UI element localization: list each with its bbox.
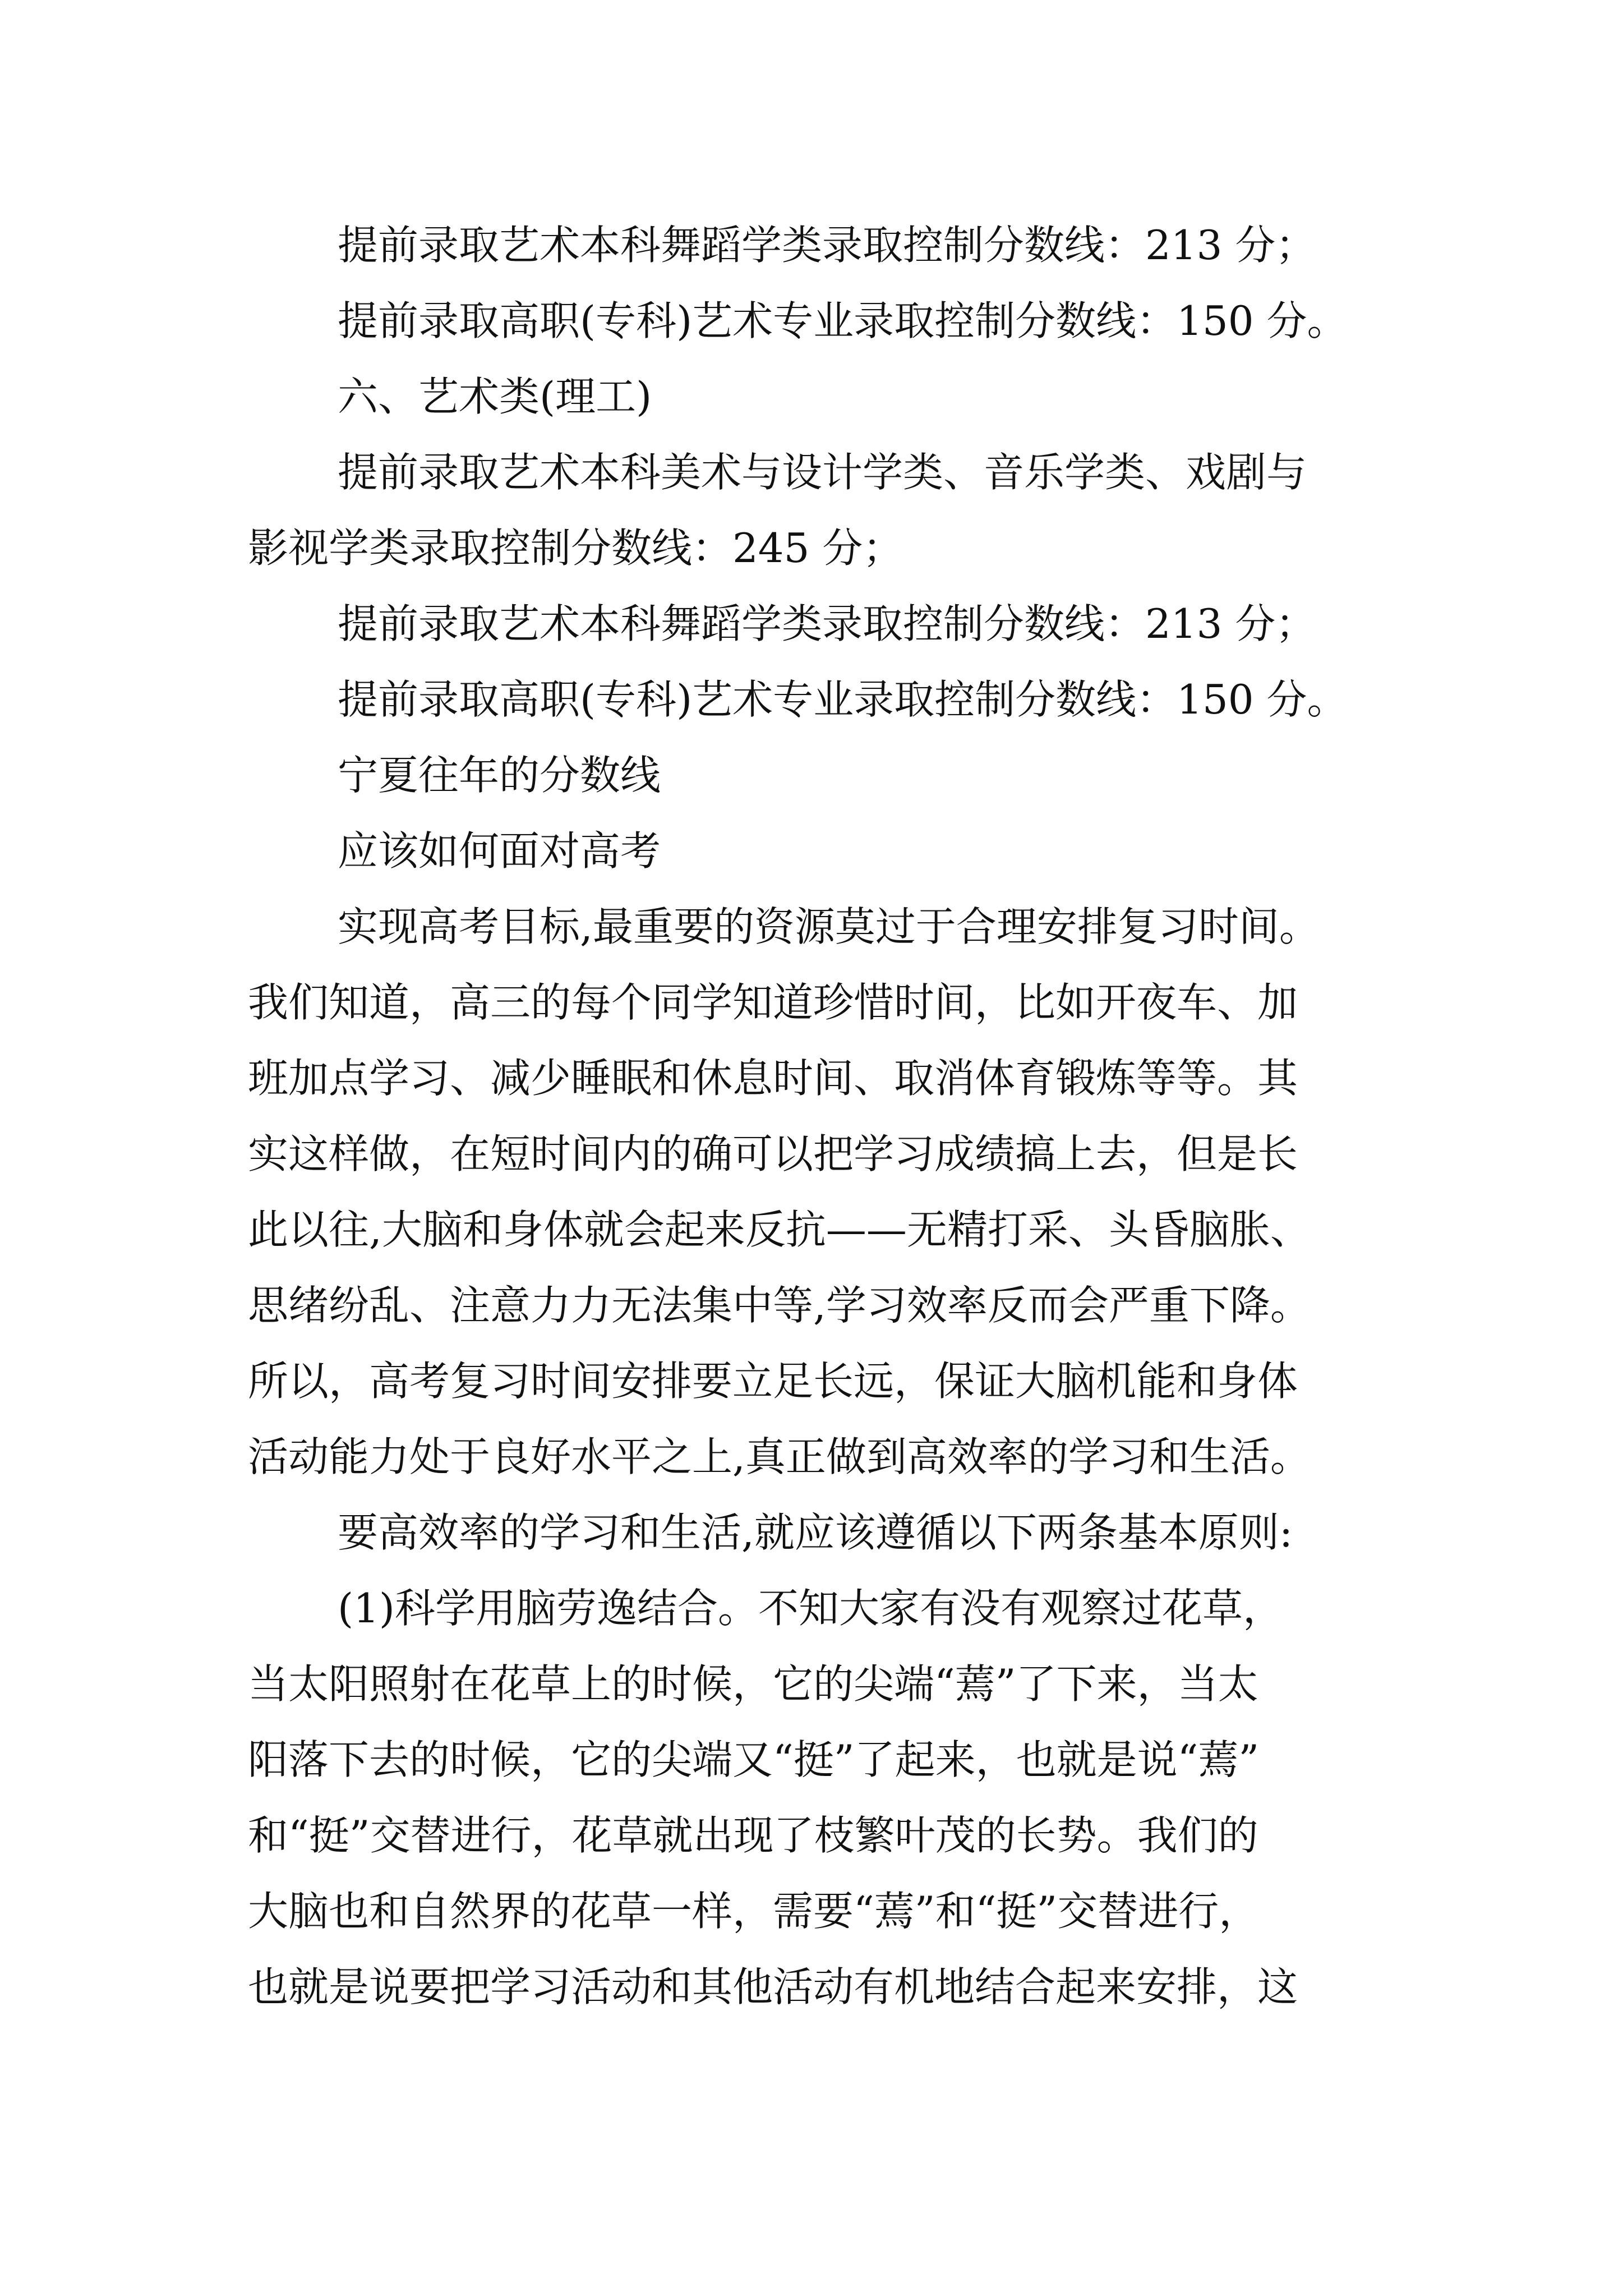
text-line: 思绪纷乱、注意力力无法集中等,学习效率反而会严重下降。 bbox=[248, 1282, 1311, 1329]
text-line: 当太阳照射在花草上的时候，它的尖端“蔫”了下来，当太 bbox=[248, 1660, 1258, 1708]
section-heading: 六、艺术类(理工) bbox=[338, 373, 652, 420]
text-line: 提前录取艺术本科舞蹈学类录取控制分数线：213 分； bbox=[338, 600, 1316, 647]
text-line: 影视学类录取控制分数线：245 分； bbox=[248, 524, 903, 572]
text-line: 此以往,大脑和身体就会起来反抗——无精打采、头昏脑胀、 bbox=[248, 1206, 1311, 1253]
text-line: 要高效率的学习和生活,就应该遵循以下两条基本原则: bbox=[338, 1509, 1293, 1556]
text-line: 也就是说要把学习活动和其他活动有机地结合起来安排，这 bbox=[248, 1963, 1298, 2010]
text-line: 实这样做，在短时间内的确可以把学习成绩搞上去，但是长 bbox=[248, 1130, 1298, 1177]
text-line: 提前录取艺术本科美术与设计学类、音乐学类、戏剧与 bbox=[338, 449, 1307, 496]
text-line: 提前录取艺术本科舞蹈学类录取控制分数线：213 分； bbox=[338, 222, 1316, 269]
text-line: 所以，高考复习时间安排要立足长远，保证大脑机能和身体 bbox=[248, 1358, 1298, 1405]
text-line: 提前录取高职(专科)艺术专业录取控制分数线：150 分。 bbox=[338, 297, 1348, 344]
text-line: 提前录取高职(专科)艺术专业录取控制分数线：150 分。 bbox=[338, 676, 1348, 723]
section-heading: 宁夏往年的分数线 bbox=[338, 752, 661, 799]
text-line: 大脑也和自然界的花草一样，需要“蔫”和“挺”交替进行， bbox=[248, 1888, 1260, 1935]
text-line: 阳落下去的时候，它的尖端又“挺”了起来，也就是说“蔫” bbox=[248, 1736, 1260, 1783]
text-line: 活动能力处于良好水平之上,真正做到高效率的学习和生活。 bbox=[248, 1433, 1311, 1480]
text-line: 和“挺”交替进行，花草就出现了枝繁叶茂的长势。我们的 bbox=[248, 1812, 1258, 1859]
text-line: (1)科学用脑劳逸结合。不知大家有没有观察过花草， bbox=[338, 1585, 1283, 1632]
text-line: 实现高考目标,最重要的资源莫过于合理安排复习时间。 bbox=[338, 903, 1320, 950]
section-heading: 应该如何面对高考 bbox=[338, 827, 661, 875]
text-line: 我们知道，高三的每个同学知道珍惜时间，比如开夜车、加 bbox=[248, 979, 1298, 1026]
text-line: 班加点学习、减少睡眠和休息时间、取消体育锻炼等等。其 bbox=[248, 1055, 1298, 1102]
